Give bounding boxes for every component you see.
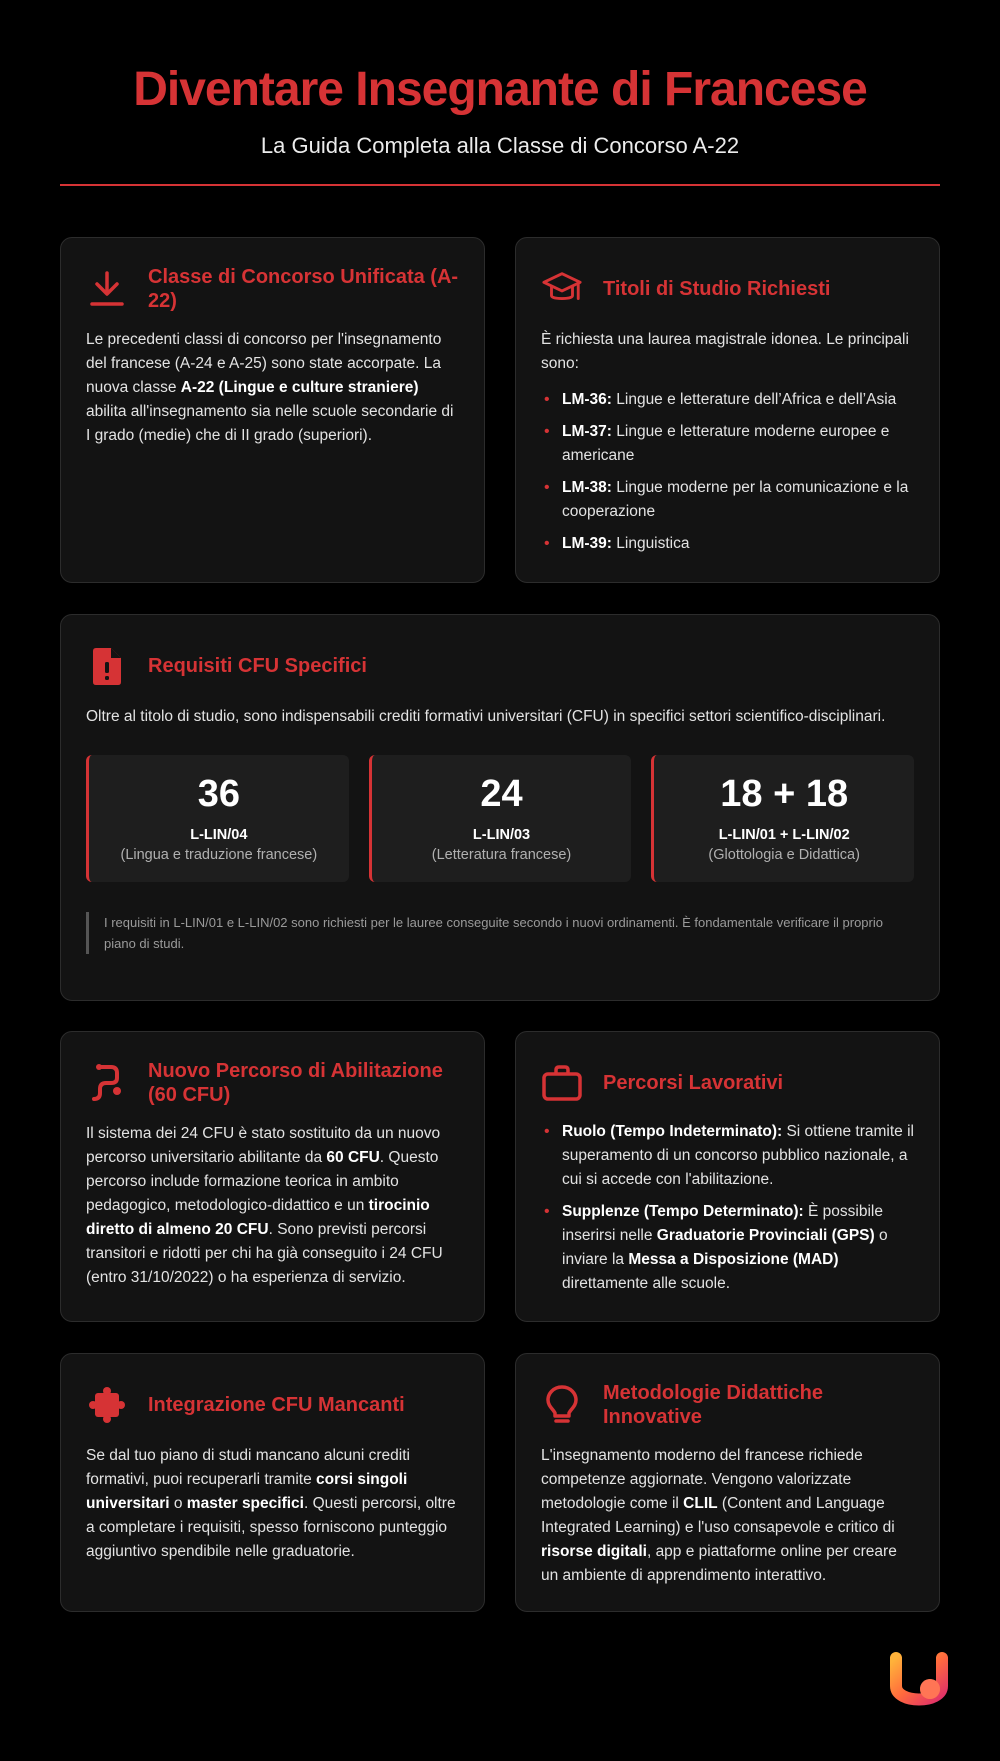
- card-titoli-studio: [515, 237, 940, 583]
- cfu-note: I requisiti in L-LIN/01 e L-LIN/02 sono richiesti per le lauree conseguite secondo i nuovi ordinamenti. È fondamentale verificare il proprio piano di studi.: [86, 912, 914, 954]
- card-title: Classe di Concorso Unificata (A-22): [148, 266, 459, 312]
- list-item: • Supplenze (Tempo Determinato): È possibile inserirsi nelle Graduatorie Provinciali (GPS) o inviare la Messa a Disposizione (MAD) direttamente alle scuole.: [541, 1200, 914, 1296]
- cfu-description: (Letteratura francese): [431, 847, 572, 863]
- cfu-code: L-LIN/04: [190, 827, 248, 843]
- card-requisiti-cfu: [60, 614, 940, 1001]
- card-metodologie: [515, 1353, 940, 1612]
- cfu-description: (Glottologia e Didattica): [708, 847, 860, 863]
- lightbulb-icon: [541, 1384, 583, 1426]
- cfu-code: L-LIN/01 + L-LIN/02: [718, 827, 850, 843]
- card-body: L'insegnamento moderno del francese richiede competenze aggiornate. Vengono valorizzate metodologie come il CLIL (Content and Language Integrated Learning) e l'uso consapevole e critico di risorse digitali, app e piattaforme online per creare un ambiente di apprendimento interattivo.: [541, 1447, 897, 1584]
- card-title: Metodologie Didattiche Innovative: [603, 1382, 823, 1428]
- list-item: • LM-36: Lingue e letterature dell’Africa e dell’Asia: [541, 388, 914, 412]
- header-divider: [60, 184, 940, 186]
- card-body: Se dal tuo piano di studi mancano alcuni crediti formativi, puoi recuperarli tramite corsi singoli universitari o master specifici. Questi percorsi, oltre a completare i requisiti, spesso forniscono punteggio aggiuntivo spendibile nelle graduatorie.: [86, 1447, 456, 1560]
- cfu-box: [651, 755, 914, 882]
- card-classe-concorso: [60, 237, 485, 583]
- list-item: • LM-38: Lingue moderne per la comunicazione e la cooperazione: [541, 476, 914, 524]
- cfu-number: 18 + 18: [720, 773, 849, 815]
- card-title: Requisiti CFU Specifici: [148, 655, 367, 677]
- card-body: Il sistema dei 24 CFU è stato sostituito da un nuovo percorso universitario abilitante da 60 CFU. Questo percorso include formazione teorica in ambito pedagogico, metodologico-didattico e un tirocinio diretto di almeno 20 CFU. Sono previsti percorsi transitori e ridotti per chi ha già conseguito i 24 CFU (entro 31/10/2022) o ha esperienza di servizio.: [86, 1125, 443, 1286]
- page-subtitle: La Guida Completa alla Classe di Concorso A-22: [260, 133, 740, 158]
- briefcase-icon: [541, 1062, 583, 1104]
- cfu-boxes: [86, 755, 914, 882]
- card-title: Titoli di Studio Richiesti: [603, 278, 831, 300]
- card-percorsi-lavorativi: [515, 1031, 940, 1322]
- card-title: Integrazione CFU Mancanti: [148, 1394, 405, 1416]
- page-title: Diventare Insegnante di Francese: [133, 63, 867, 116]
- card-title: Nuovo Percorso di Abilitazione (60 CFU): [148, 1060, 443, 1106]
- degree-list: [541, 388, 914, 556]
- cfu-description: (Lingua e traduzione francese): [120, 847, 318, 863]
- career-list: [541, 1120, 914, 1296]
- puzzle-icon: [86, 1384, 128, 1426]
- list-item: • Ruolo (Tempo Indeterminato): Si ottiene tramite il superamento di un concorso pubblico nazionale, a cui si accede con l'abilitazione.: [541, 1120, 914, 1192]
- card-percorso-abilitazione: [60, 1031, 485, 1322]
- download-icon: [86, 268, 128, 310]
- page-header: [0, 0, 1000, 160]
- brand-logo: [884, 1650, 954, 1720]
- cfu-box: [369, 755, 632, 882]
- cfu-code: L-LIN/03: [472, 827, 531, 843]
- card-intro: Oltre al titolo di studio, sono indispensabili crediti formativi universitari (CFU) in specifici settori scientifico-disciplinari.: [86, 708, 886, 725]
- file-alert-icon: [86, 645, 128, 687]
- list-item: • LM-37: Lingue e letterature moderne europee e americane: [541, 420, 914, 468]
- cfu-box: [86, 755, 349, 882]
- card-body: Le precedenti classi di concorso per l'insegnamento del francese (A-24 e A-25) sono state accorpate. La nuova classe A-22 (Lingue e culture straniere) abilita all'insegnamento sia nelle scuole secondarie di I grado (medie) che di II grado (superiori).: [86, 331, 454, 444]
- card-integrazione-cfu: [60, 1353, 485, 1612]
- graduation-cap-icon: [541, 268, 583, 310]
- cfu-number: 24: [480, 773, 523, 815]
- path-icon: [86, 1062, 128, 1104]
- card-title: Percorsi Lavorativi: [603, 1072, 784, 1094]
- card-intro: È richiesta una laurea magistrale idonea. Le principali sono:: [541, 331, 909, 372]
- list-item: • LM-39: Linguistica: [541, 532, 914, 556]
- cfu-number: 36: [197, 773, 240, 815]
